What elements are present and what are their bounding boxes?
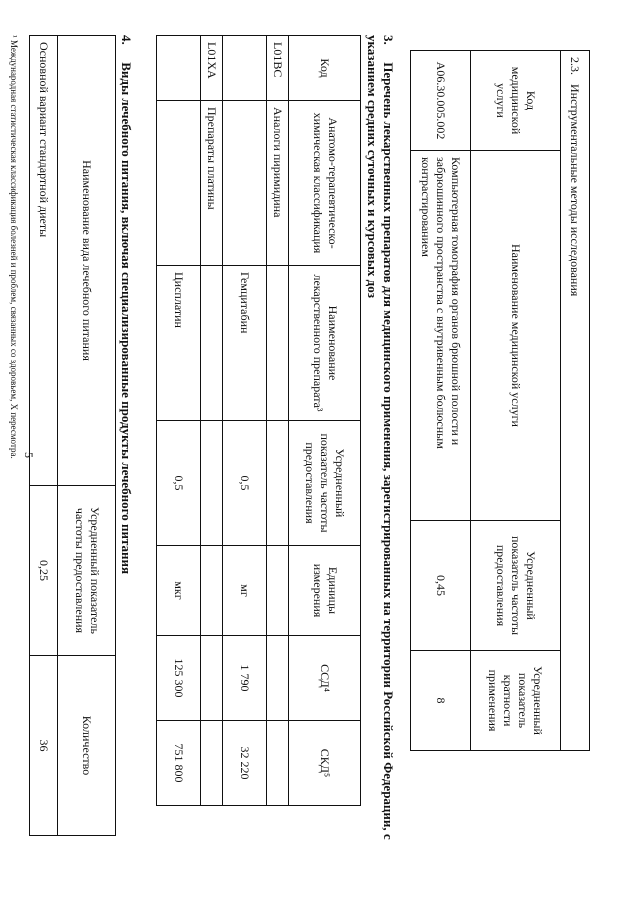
drug-ssd: 1 790 (223, 636, 267, 721)
col-header-multiplicity: Усредненный показатель кратности применения (471, 651, 561, 751)
service-multiplicity: 8 (411, 651, 471, 751)
diet-quantity: 36 (30, 656, 58, 836)
section-4-heading (118, 35, 134, 875)
rotated-content (9, 35, 590, 875)
service-code: A06.30.005.002 (411, 51, 471, 151)
table-row (411, 51, 471, 751)
service-name: Компьютерная томография органов брюшной полости и забрюшинного пространства с внутривенным болюсным контрастированием (411, 151, 471, 521)
section-number: 2.3. (568, 57, 583, 75)
col-header-diet-name: Наименование вида лечебного питания (58, 36, 116, 486)
col-header-name: Наименование медицинской услуги (471, 151, 561, 521)
drug-units: мг (223, 546, 267, 636)
col-header-frequency: Усредненный показатель частоты предоставления (289, 421, 361, 546)
col-header-quantity: Количество (58, 656, 116, 836)
table-header-row (471, 51, 561, 751)
atc-code: L01BC (267, 36, 289, 101)
instrumental-methods-table (410, 50, 590, 751)
section-3-heading (364, 35, 397, 865)
section-title: Инструментальные методы исследования (568, 84, 583, 297)
section-number: 4. (119, 35, 135, 45)
table-header-row (289, 36, 361, 806)
col-header-skd: СКД⁵ (289, 721, 361, 806)
col-header-atc: Анатомо-терапевтическо-химическая классификация (289, 101, 361, 266)
table-row (201, 36, 223, 806)
drug-frequency: 0,5 (157, 421, 201, 546)
section-title-row (561, 51, 590, 751)
service-frequency: 0,45 (411, 521, 471, 651)
table-row (267, 36, 289, 806)
col-header-ssd: ССД⁴ (289, 636, 361, 721)
table-row (157, 36, 201, 806)
page-number: 5 (22, 452, 36, 458)
diet-name: Основной вариант стандартной диеты (30, 36, 58, 486)
col-header-units: Единицы измерения (289, 546, 361, 636)
table-row (223, 36, 267, 806)
drug-skd: 32 220 (223, 721, 267, 806)
diet-frequency: 0,25 (30, 486, 58, 656)
col-header-frequency: Усредненный показатель частоты предоставления (471, 521, 561, 651)
section-number: 3. (381, 35, 396, 45)
drug-frequency: 0,5 (223, 421, 267, 546)
atc-group-name: Препараты платины (201, 101, 223, 266)
drug-skd: 751 800 (157, 721, 201, 806)
col-header-code: Код (289, 36, 361, 101)
nutrition-table (29, 35, 116, 836)
footnote: ¹ Международная статистическая классификация болезней и проблем, связанных со здоровьем, X пересмотра. (9, 35, 20, 459)
section-title: Виды лечебного питания, включая специализированные продукты лечебного питания (119, 62, 135, 575)
table-header-row (58, 36, 116, 836)
drug-ssd: 125 300 (157, 636, 201, 721)
col-header-code: Код медицинской услуги (471, 51, 561, 151)
col-header-drug-name: Наименование лекарственного препарата³ (289, 266, 361, 421)
table-row (30, 36, 58, 836)
col-header-frequency: Усредненный показатель частоты предоставления (58, 486, 116, 656)
atc-group-name: Аналоги пиримидина (267, 101, 289, 266)
drugs-table (157, 35, 362, 806)
atc-code: L01XA (201, 36, 223, 101)
section-title: Перечень лекарственных препаратов для медицинского применения, зарегистрированных на территории Российской Федерации, с указанием средних суточных и курсовых доз (364, 35, 396, 840)
drug-units: мкг (157, 546, 201, 636)
drug-name: Цисплатин (157, 266, 201, 421)
drug-name: Гемцитабин (223, 266, 267, 421)
